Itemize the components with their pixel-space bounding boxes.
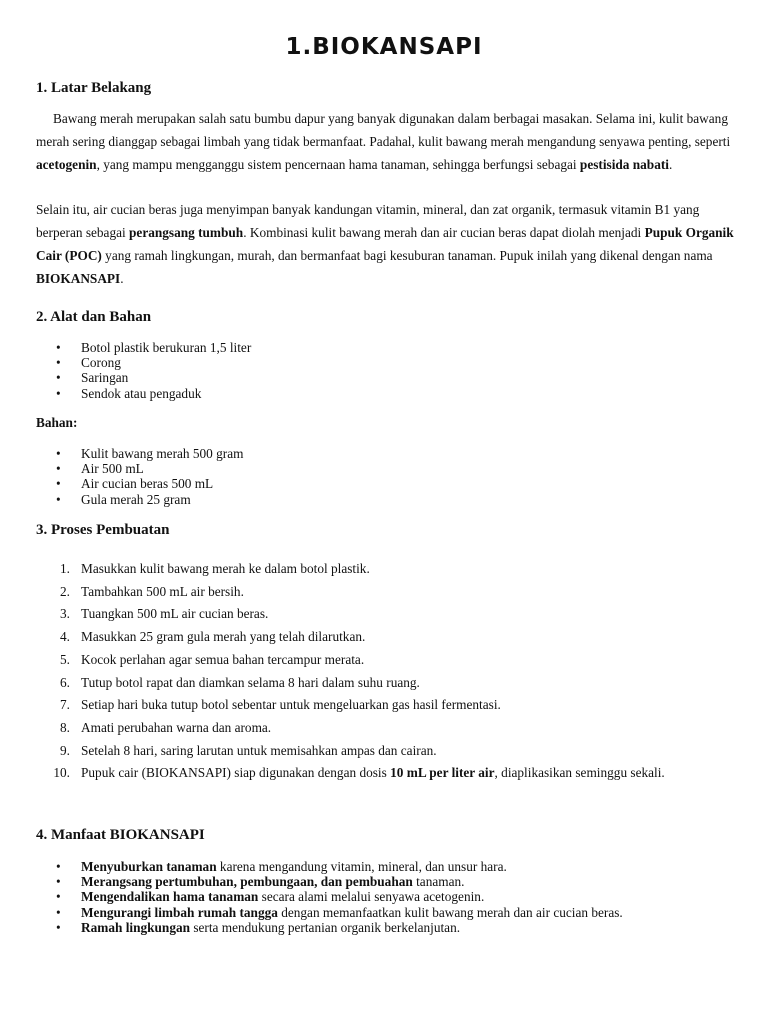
step-text: Amati perubahan warna dan aroma. (81, 719, 272, 735)
benefit-text: karena mengandung vitamin, mineral, dan unsur hara. (216, 859, 507, 874)
list-item (36, 694, 736, 717)
step-text: Setelah 8 hari, saring larutan untuk memisahkan ampas dan cairan. (81, 742, 437, 758)
list-item: • Botol plastik berukuran 1,5 liter (36, 340, 251, 355)
step-text: Masukkan kulit bawang merah ke dalam botol plastik. (81, 561, 370, 576)
bold-term-acetogenin: acetogenin (36, 157, 97, 172)
bold-term-biokansapi: BIOKANSAPI (36, 271, 121, 286)
step-number: 3. (60, 606, 70, 622)
benefits-list (36, 859, 623, 935)
step-number: 8. (60, 719, 70, 735)
step-number: 2. (60, 583, 70, 599)
list-item (36, 920, 623, 935)
benefit-text: tanaman. (412, 874, 465, 890)
benefit-bold: Ramah lingkungan (81, 919, 191, 935)
text-run: . (668, 157, 673, 172)
list-item (36, 717, 736, 740)
list-item (36, 874, 623, 889)
bahan-label: Bahan: (36, 415, 78, 430)
benefit-bold: Mengurangi limbah rumah tangga (81, 904, 278, 920)
text-run: Bawang merah merupakan salah satu bumbu dapur yang banyak digunakan dalam berbagai masakan. Selama ini, kulit bawang merah sering dianggap sebagai limbah yang tidak bermanfaat. Padahal, kulit bawang merah mengandung senyawa penting, seperti (36, 111, 731, 149)
paragraph-latar-2 (36, 198, 736, 290)
heading-proses-pembuatan: 3. Proses Pembuatan (36, 522, 170, 538)
steps-list (36, 558, 736, 785)
step-number: 1. (60, 561, 70, 576)
step-text: Kocok perlahan agar semua bahan tercampur merata. (81, 651, 365, 667)
heading-alat-bahan: 2. Alat dan Bahan (36, 309, 152, 325)
bold-dose: 10 mL per liter air (390, 765, 495, 781)
list-item: • Saringan (36, 370, 251, 385)
heading-manfaat: 4. Manfaat BIOKANSAPI (36, 827, 205, 843)
list-item: • Air 500 mL (36, 461, 243, 476)
step-number: 6. (60, 674, 70, 690)
list-item (36, 649, 736, 672)
bold-term-perangsang: perangsang tumbuh (129, 225, 244, 240)
list-item: • Sendok atau pengaduk (36, 386, 251, 401)
step-number: 10. (53, 765, 70, 781)
list-item: • Kulit bawang merah 500 gram (36, 446, 243, 461)
step-number: 7. (60, 697, 70, 713)
text-run: , diaplikasikan seminggu sekali. (494, 765, 665, 781)
step-number: 4. (60, 629, 70, 645)
list-item (36, 672, 736, 695)
text-run: yang ramah lingkungan, murah, dan bermanfaat bagi kesuburan tanaman. Pupuk inilah yang dikenal dengan nama (101, 248, 713, 263)
step-number: 5. (60, 651, 70, 667)
list-item (36, 581, 736, 604)
benefit-text: serta mendukung pertanian organik berkelanjutan. (190, 919, 461, 935)
materials-list (36, 446, 243, 507)
benefit-bold: Mengendalikan hama tanaman (81, 889, 259, 905)
list-item (36, 558, 736, 581)
benefit-text: secara alami melalui senyawa acetogenin. (258, 889, 485, 905)
text-run: . Kombinasi kulit bawang merah dan air cucian beras dapat diolah menjadi (243, 225, 645, 240)
step-text: Masukkan 25 gram gula merah yang telah dilarutkan. (81, 629, 366, 645)
step-text: Tambahkan 500 mL air bersih. (81, 583, 244, 599)
tools-list (36, 340, 251, 401)
heading-latar-belakang: 1. Latar Belakang (36, 80, 152, 96)
list-item: • Corong (36, 355, 251, 370)
bold-term-pestisida: pestisida nabati (579, 157, 669, 172)
step-text: Setiap hari buka tutup botol sebentar untuk mengeluarkan gas hasil fermentasi. (81, 697, 501, 713)
step-text: Tuangkan 500 mL air cucian beras. (81, 606, 269, 622)
text-run: . (120, 271, 124, 286)
list-item (36, 740, 736, 763)
benefit-bold: Menyuburkan tanaman (81, 859, 217, 874)
list-item (36, 889, 623, 904)
text-run: Pupuk cair (BIOKANSAPI) siap digunakan dengan dosis (81, 765, 391, 781)
list-item (36, 603, 736, 626)
list-item (36, 905, 623, 920)
list-item (36, 859, 623, 874)
document-title: 1.BIOKANSAPI (285, 34, 483, 60)
benefit-bold: Merangsang pertumbuhan, pembungaan, dan pembuahan (81, 874, 413, 890)
list-item: • Air cucian beras 500 mL (36, 476, 243, 491)
text-run: , yang mampu mengganggu sistem pencernaan hama tanaman, sehingga berfungsi sebagai (96, 157, 580, 172)
step-text: Tutup botol rapat dan diamkan selama 8 hari dalam suhu ruang. (81, 674, 420, 690)
benefit-text: dengan memanfaatkan kulit bawang merah dan air cucian beras. (277, 904, 623, 920)
list-item (36, 762, 736, 785)
paragraph-latar-1 (36, 107, 736, 176)
list-item (36, 626, 736, 649)
text-run: Selain itu, air cucian beras juga menyimpan banyak kandungan vitamin, mineral, dan zat organik, termasuk vitamin B1 yang berperan sebagai (36, 202, 700, 240)
bold-term-poc: Pupuk Organik Cair (POC) (36, 225, 734, 263)
list-item: • Gula merah 25 gram (36, 492, 243, 507)
step-number: 9. (60, 742, 70, 758)
